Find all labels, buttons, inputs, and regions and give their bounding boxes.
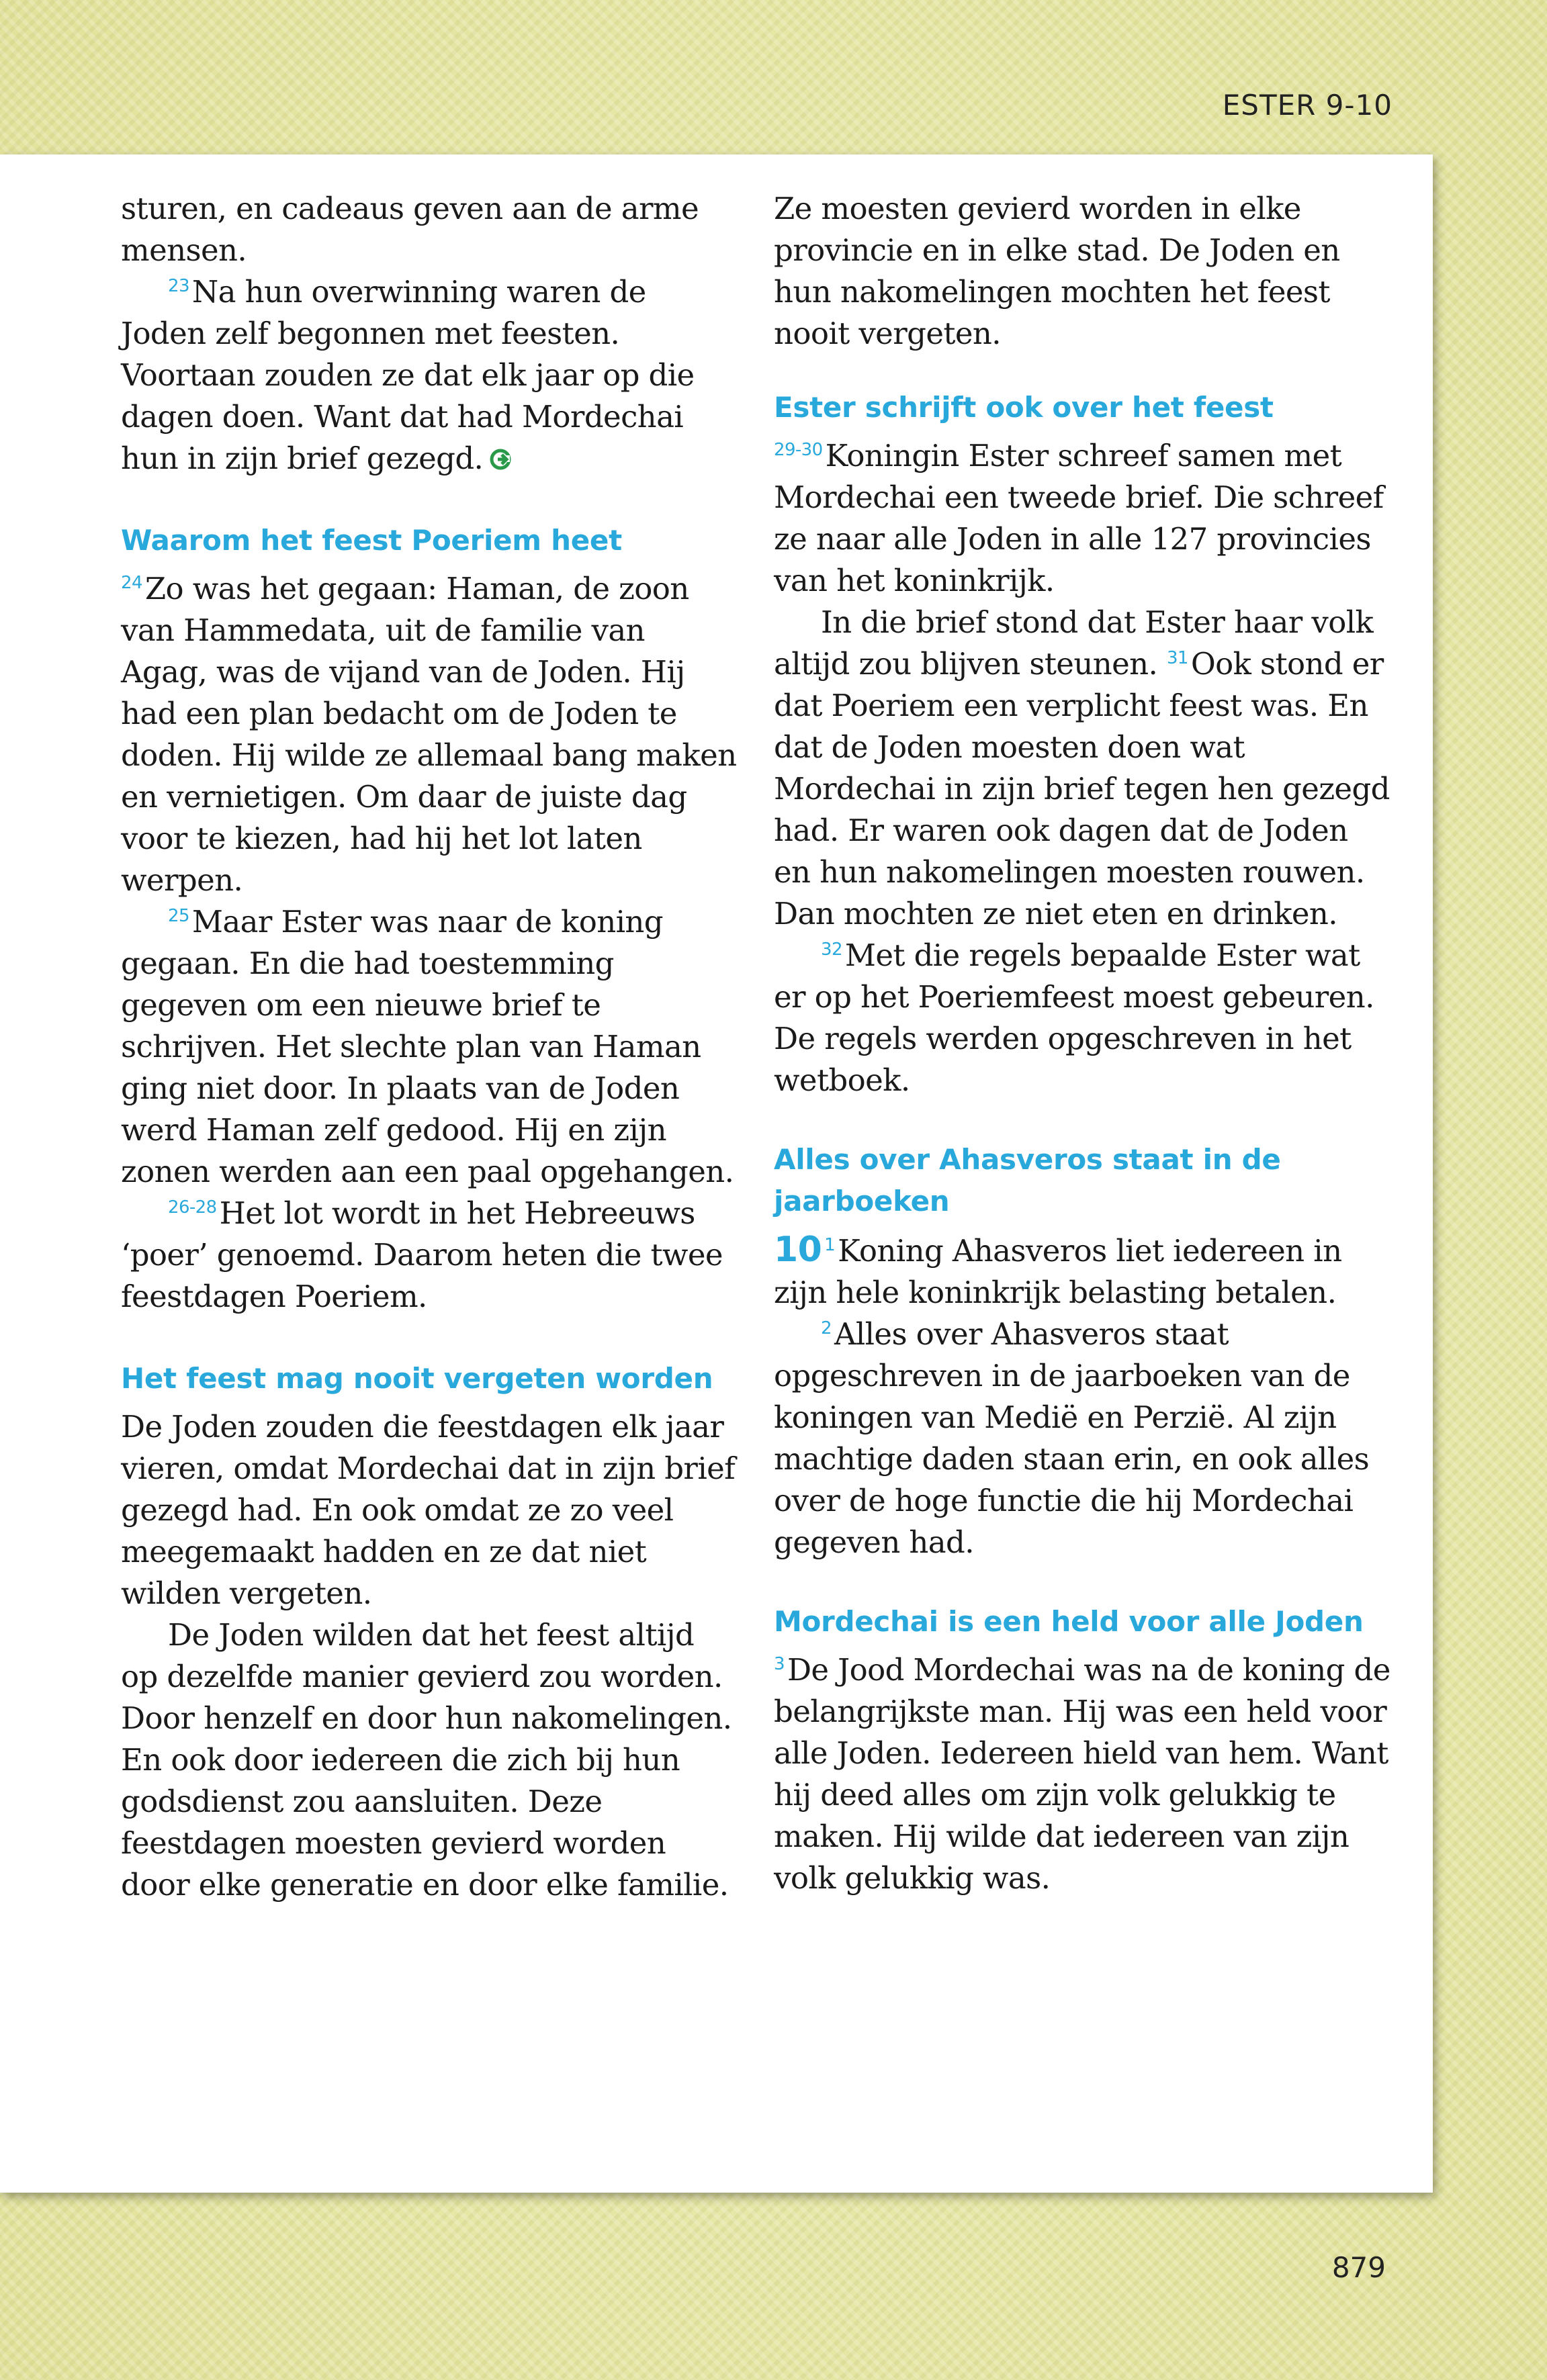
verse-number: 3: [774, 1654, 785, 1674]
paragraph: $^{23}$Na hun overwinning waren de Joden zelf begonnen met feesten. Voortaan zouden ze dat elk jaar op die dagen doen. Want dat had Mordechai hun in zijn brief gezegd.: [121, 274, 695, 476]
chapter-number: 10: [774, 1230, 822, 1270]
paragraph: De Joden wilden dat het feest altijd op dezelfde manier gevierd zou worden. Door henzelf en door hun nakomelingen. En ook door iedereen die zich bij hun godsdienst zou aansluiten. Deze feestdagen moesten gevierd worden door elke generatie en door elke familie.: [121, 1617, 732, 1903]
section-heading: Waarom het feest Poeriem heet: [121, 524, 622, 557]
verse-number: 24: [121, 573, 142, 593]
paragraph: $^{25}$Maar Ester was naar de koning gegaan. En die had toestemming gegeven om een nieuwe brief te schrijven. Het slechte plan van Haman ging niet door. In plaats van de Joden werd Haman zelf gedood. Hij en zijn zonen werden aan een paal opgehangen.: [121, 904, 734, 1189]
paragraph: In die brief stond dat Ester haar volk altijd zou blijven steunen. $^{31}$Ook stond er dat Poeriem een verplicht feest was. En dat de Joden moesten doen wat Mordechai in zijn brief tegen hen gezegd had. Er waren ook dagen dat de Joden en hun nakomelingen moesten rouwen. Dan mochten ze niet eten en drinken.: [774, 604, 1390, 931]
verse-number: 25: [168, 906, 189, 926]
verse-number: 32: [821, 940, 842, 960]
paragraph: $^3$De Jood Mordechai was na de koning de belangrijkste man. Hij was een held voor alle Joden. Iedereen hield van hem. Want hij deed alles om zijn volk gelukkig te maken. Hij wilde dat iedereen van zijn volk gelukkig was.: [774, 1652, 1390, 1896]
running-header: ESTER 9-10: [1222, 89, 1393, 122]
paragraph: De Joden zouden die feestdagen elk jaar vieren, omdat Mordechai dat in zijn brief gezegd had. En ook omdat ze zo veel meegemaakt hadden en ze dat niet wilden vergeten.: [121, 1409, 736, 1611]
section-heading: Alles over Ahasveros staat in de jaarboeken: [774, 1143, 1281, 1218]
left-column: [121, 188, 739, 1906]
verse-number: 26-28: [168, 1197, 217, 1218]
paragraph: $^{26-28}$Het lot wordt in het Hebreeuws ‘poer’ genoemd. Daarom heten die twee feestdagen Poeriem.: [121, 1195, 723, 1314]
verse-number: 29-30: [774, 440, 823, 460]
paragraph: $^{32}$Met die regels bepaalde Ester wat er op het Poeriemfeest moest gebeuren. De regels werden opgeschreven in het wetboek.: [774, 937, 1374, 1098]
verse-number: 2: [821, 1318, 832, 1338]
paragraph: 10 $^1$Koning Ahasveros liet iedereen in zijn hele koninkrijk belasting betalen.: [774, 1230, 1342, 1310]
section-heading: Mordechai is een held voor alle Joden: [774, 1605, 1364, 1638]
paragraph: $^{24}$Zo was het gegaan: Haman, de zoon van Hammedata, uit de familie van Agag, was de vijand van de Joden. Hij had een plan bedacht om de Joden te doden. Hij wilde ze allemaal bang maken en vernietigen. Om daar de juiste dag voor te kiezen, had hij het lot laten werpen.: [121, 571, 737, 898]
page-sheet: [0, 154, 1433, 2193]
page-number: 879: [1331, 2251, 1386, 2284]
paragraph: Ze moesten gevierd worden in elke provincie en in elke stad. De Joden en hun nakomelingen mochten het feest nooit vergeten.: [774, 191, 1340, 351]
return-arrow-icon[interactable]: [488, 447, 513, 471]
paragraph: $^{29-30}$Koningin Ester schreef samen met Mordechai een tweede brief. Die schreef ze naar alle Joden in alle 127 provincies van het koninkrijk.: [774, 438, 1384, 598]
verse-number: 23: [168, 276, 189, 296]
section-heading: Ester schrijft ook over het feest: [774, 391, 1274, 424]
paragraph: sturen, en cadeaus geven aan de arme mensen.: [121, 191, 699, 268]
section-heading: Het feest mag nooit vergeten worden: [121, 1362, 713, 1395]
verse-number: 31: [1166, 648, 1188, 668]
paragraph: $^2$Alles over Ahasveros staat opgeschreven in de jaarboeken van de koningen van Medië en Perzië. Al zijn machtige daden staan erin, en ook alles over de hoge functie die hij Mordechai gegeven had.: [774, 1316, 1370, 1560]
right-column: [774, 188, 1392, 1899]
verse-number: 1: [824, 1235, 836, 1255]
